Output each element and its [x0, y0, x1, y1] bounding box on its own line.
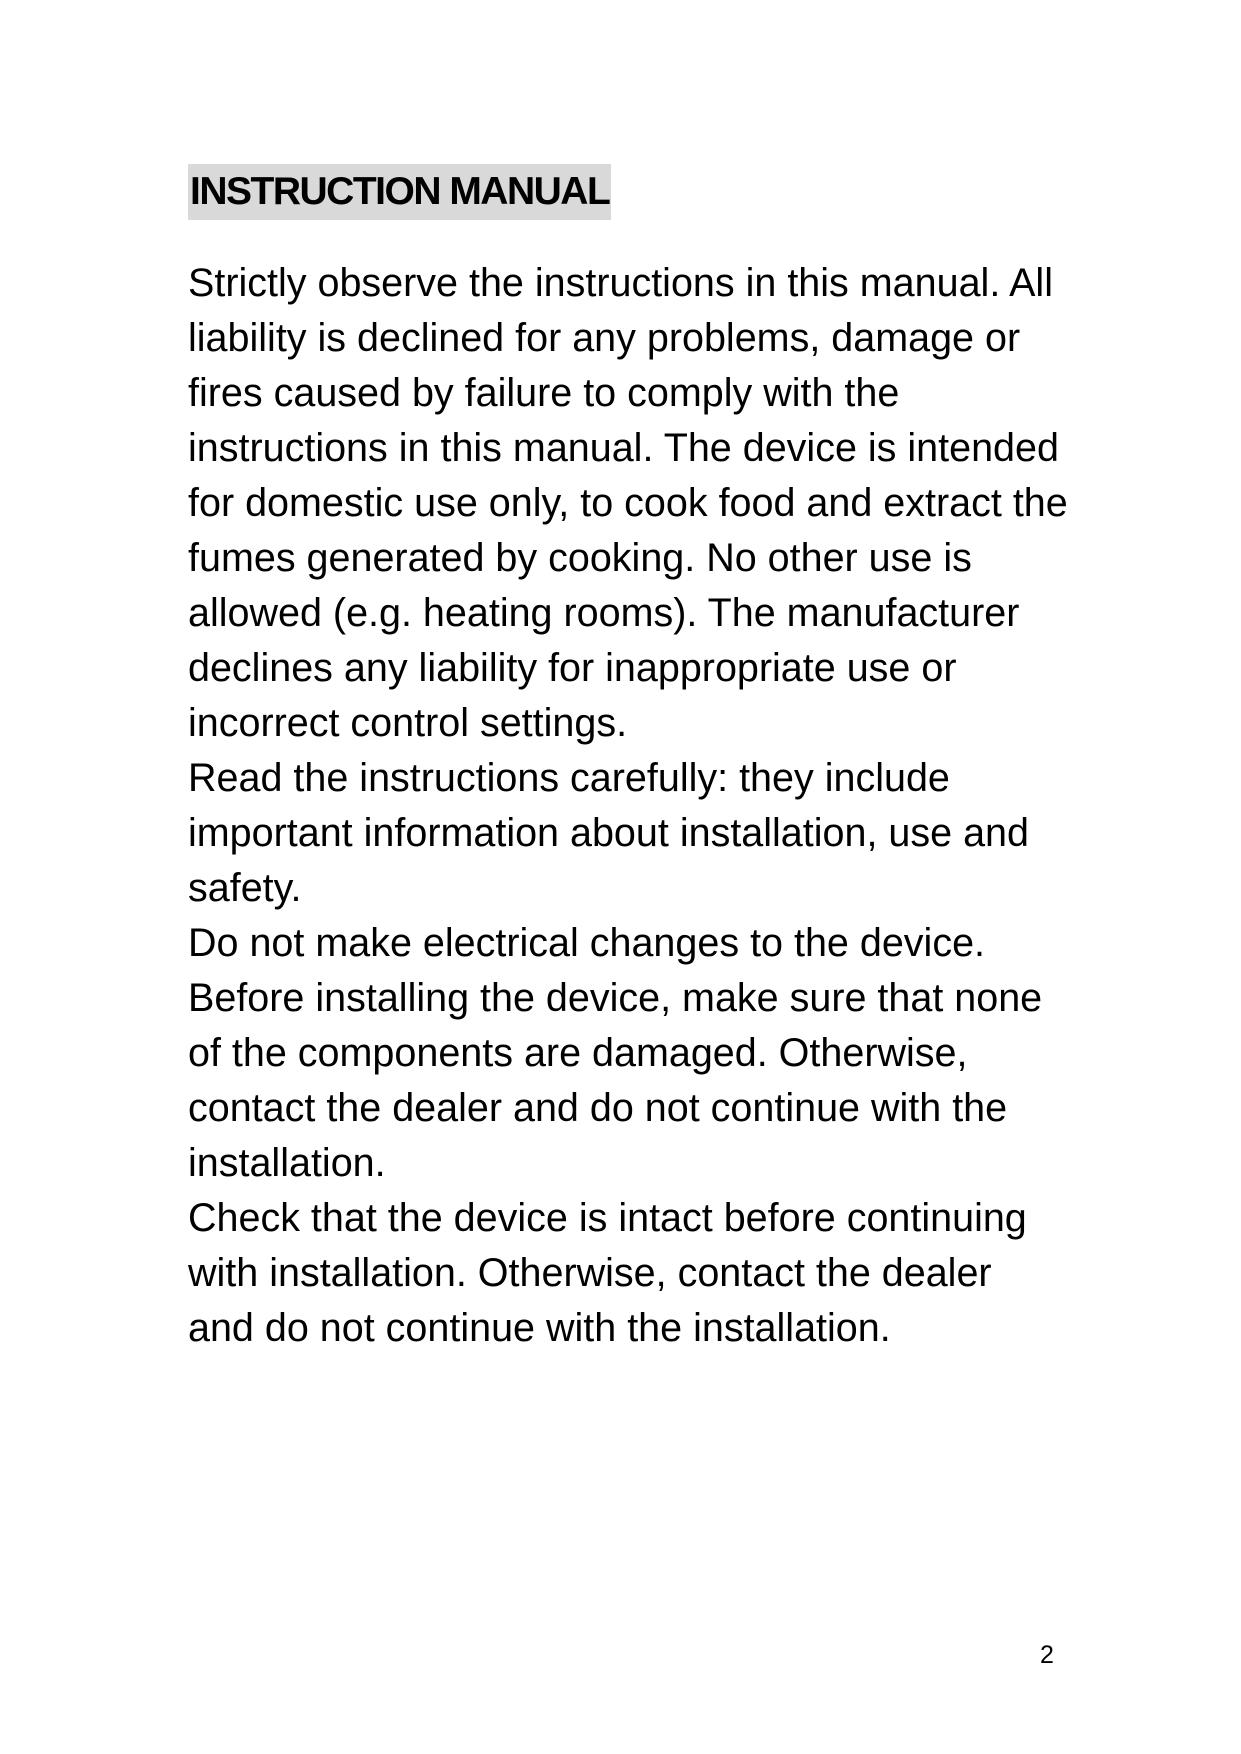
page-content [188, 164, 1068, 1356]
page-title: INSTRUCTION MANUAL [188, 164, 611, 220]
paragraph-read-instructions: Read the instructions carefully: they include important information about installation, use and safety. [188, 756, 1029, 910]
paragraph-check-components: Before installing the device, make sure that none of the components are damaged. Otherwise, contact the dealer and do not continue with the installation. [188, 976, 1043, 1185]
paragraph-electrical-changes: Do not make electrical changes to the device. [188, 921, 986, 965]
paragraph-check-intact: Check that the device is intact before continuing with installation. Otherwise, contact the dealer and do not continue with the installation. [188, 1196, 1027, 1350]
page-number: 2 [1040, 1641, 1054, 1669]
body-text [188, 256, 1068, 1356]
paragraph-intended-use: Strictly observe the instructions in this manual. All liability is declined for any problems, damage or fires caused by failure to comply with the instructions in this manual. The device is intended for domestic use only, to cook food and extract the fumes generated by cooking. No other use is allowed (e.g. heating rooms). The manufacturer declines any liability for inappropriate use or incorrect control settings. [188, 261, 1068, 745]
